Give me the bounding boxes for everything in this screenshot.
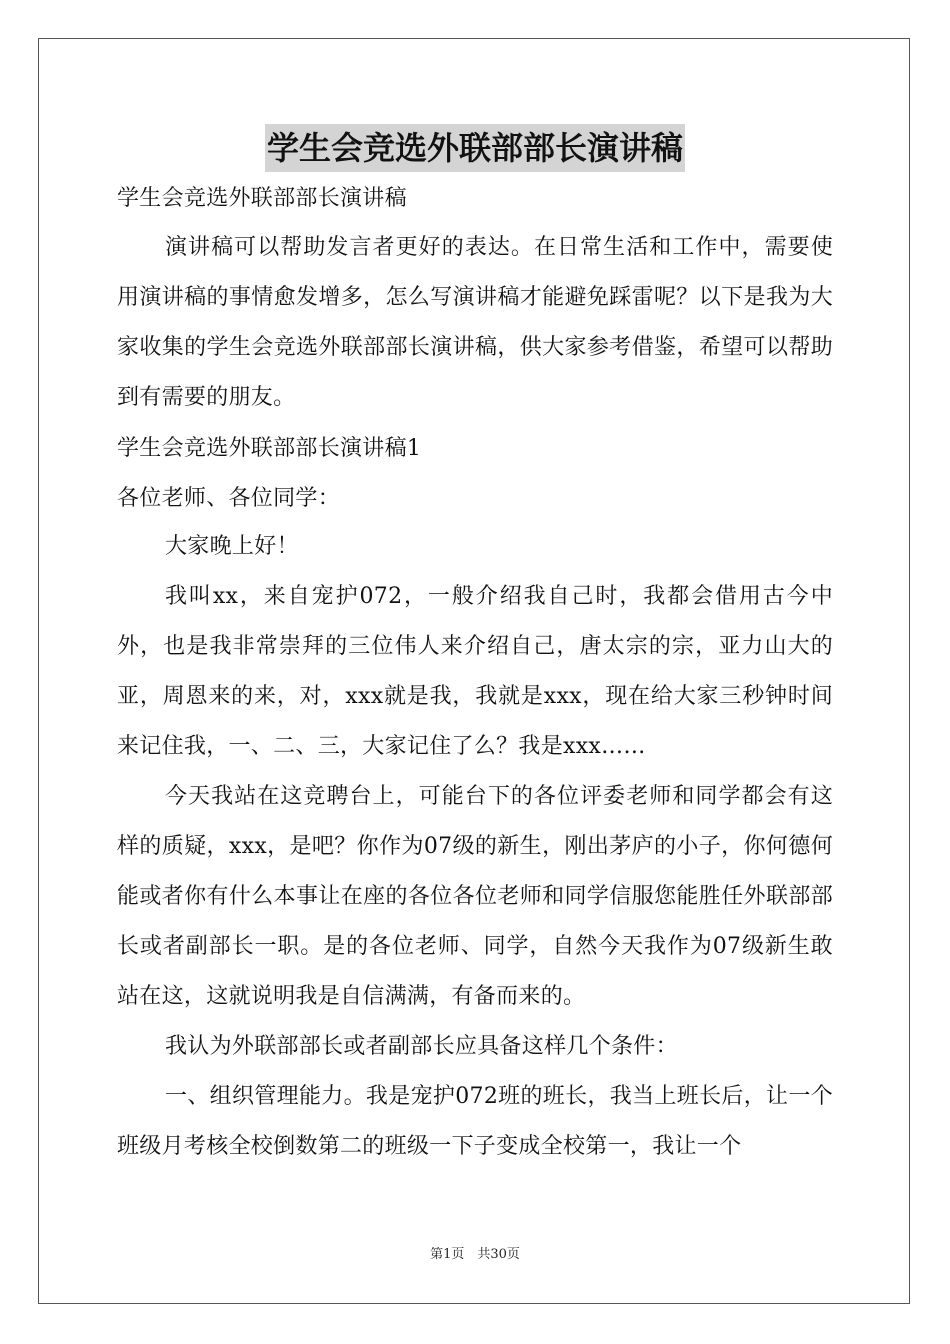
page-footer: 第1页 共30页 bbox=[430, 1247, 520, 1262]
salutation: 各位老师、各位同学： bbox=[117, 486, 341, 511]
document-title: 学生会竞选外联部部长演讲稿 bbox=[265, 124, 685, 172]
body-paragraph-1: 我叫xx，来自宠护072，一般介绍我自己时，我都会借用古今中外，也是我非常崇拜的三位伟人来介绍自己，唐太宗的宗，亚力山大的亚，周恩来的来，对，xxx就是我，我就是xxx，现在给大家三秒钟时间来记住我，一、二、三，大家记住了么？我是xxx…… bbox=[117, 584, 833, 759]
body-paragraph-3: 我认为外联部部长或者副部长应具备这样几个条件： bbox=[165, 1034, 678, 1059]
body-paragraph-2: 今天我站在这竞聘台上，可能台下的各位评委老师和同学都会有这样的质疑，xxx，是吧？你作为07级的新生，刚出茅庐的小子，你何德何能或者你有什么本事让在座的各位各位老师和同学信服您能胜任外联部部长或者副部长一职。是的各位老师、同学，自然今天我作为07级新生敢站在这，这就说明我是自信满满，有备而来的。 bbox=[117, 784, 833, 1009]
greeting: 大家晚上好！ bbox=[165, 534, 299, 559]
section-heading: 学生会竞选外联部部长演讲稿1 bbox=[117, 436, 422, 461]
title-container bbox=[0, 124, 950, 172]
intro-paragraph: 演讲稿可以帮助发言者更好的表达。在日常生活和工作中，需要使用演讲稿的事情愈发增多，怎么写演讲稿才能避免踩雷呢？以下是我为大家收集的学生会竞选外联部部长演讲稿，供大家参考借鉴，希望可以帮助到有需要的朋友。 bbox=[117, 235, 833, 410]
body-paragraph-4: 一、组织管理能力。我是宠护072班的班长，我当上班长后，让一个班级月考核全校倒数第二的班级一下子变成全校第一，我让一个 bbox=[117, 1084, 833, 1159]
document-subtitle: 学生会竞选外联部部长演讲稿 bbox=[117, 186, 407, 211]
